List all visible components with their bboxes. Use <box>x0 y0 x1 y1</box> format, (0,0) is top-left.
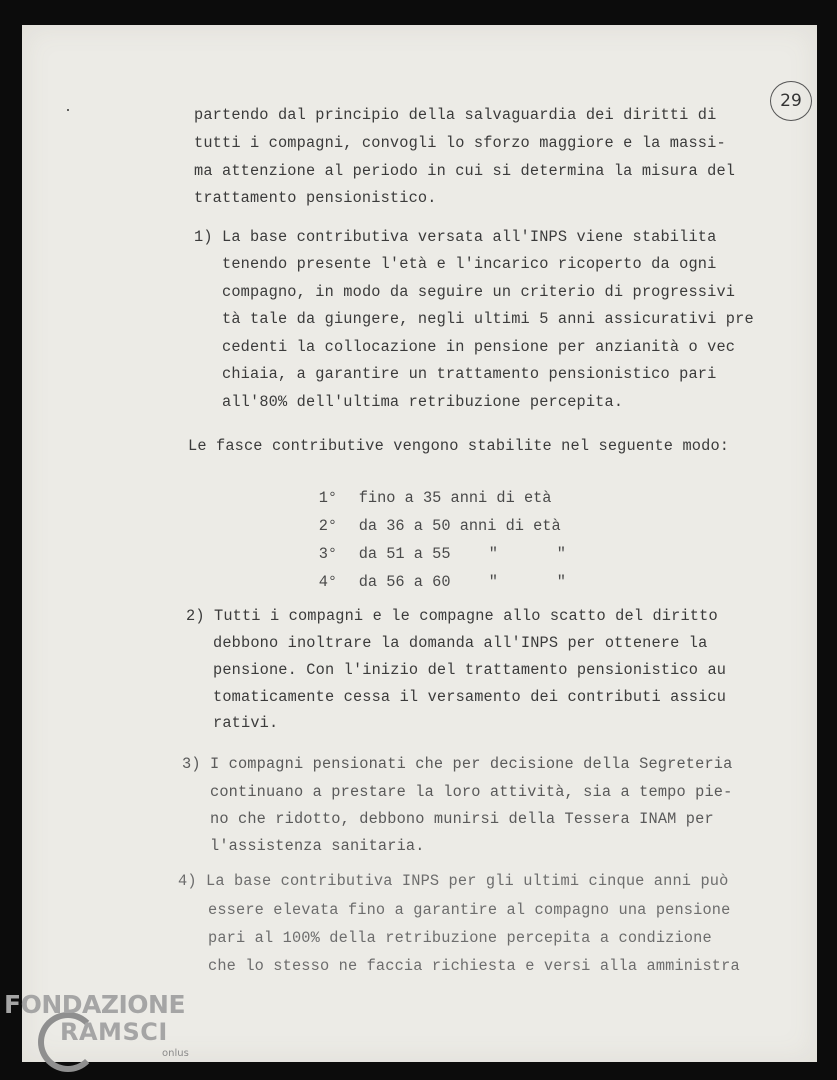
item-4-line: pari al 100% della retribuzione percepita a condizione <box>208 929 712 947</box>
logo-line-2: RAMSCI <box>60 1018 168 1046</box>
text-line: tutti i compagni, convogli lo sforzo maggiore e la massi- <box>194 134 726 152</box>
item-3-line: l'assistenza sanitaria. <box>210 837 425 855</box>
band-ordinal: 3° <box>318 545 338 563</box>
ditto-mark: " <box>488 545 498 563</box>
text-line: trattamento pensionistico. <box>194 189 437 207</box>
band-desc: da 36 a 50 anni di età <box>358 517 561 535</box>
item-1-line: cedenti la collocazione in pensione per anzianità o vec <box>222 338 736 356</box>
band-desc: da 51 a 55 <box>358 545 451 563</box>
band-ordinal: 4° <box>318 573 338 591</box>
item-1-line: tà tale da giungere, negli ultimi 5 anni assicurativi pre <box>222 310 754 328</box>
band-desc: da 56 a 60 <box>358 573 451 591</box>
band-ordinal: 1° <box>318 489 338 507</box>
band-row <box>282 555 566 609</box>
item-2-line: debbono inoltrare la domanda all'INPS per ottenere la <box>213 634 708 652</box>
item-1-line: compagno, in modo da seguire un criterio di progressivi <box>222 283 736 301</box>
ditto-mark: " <box>556 545 566 563</box>
item-3-line: no che ridotto, debbono munirsi della Tessera INAM per <box>210 810 714 828</box>
band-ordinal: 2° <box>318 517 338 535</box>
item-2-line: rativi. <box>213 714 279 732</box>
logo-line-3: onlus <box>162 1048 189 1059</box>
document-page <box>22 25 817 1062</box>
item-2-line: pensione. Con l'inizio del trattamento pensionistico au <box>213 661 727 679</box>
ditto-mark: " <box>488 573 498 591</box>
bands-intro: Le fasce contributive vengono stabilite nel seguente modo: <box>188 437 730 455</box>
page-number: 29 <box>770 81 812 121</box>
item-1-line: 1) La base contributiva versata all'INPS viene stabilita <box>194 228 717 246</box>
item-2-line: 2) Tutti i compagni e le compagne allo scatto del diritto <box>186 607 718 625</box>
item-2-line: tomaticamente cessa il versamento dei contributi assicu <box>213 688 727 706</box>
item-1-line: all'80% dell'ultima retribuzione percepita. <box>222 393 624 411</box>
item-3-line: continuano a prestare la loro attività, sia a tempo pie- <box>210 783 733 801</box>
stray-mark <box>67 109 69 111</box>
item-1-line: chiaia, a garantire un trattamento pensionistico pari <box>222 365 717 383</box>
logo-line-1: FONDAZIONE <box>4 990 186 1019</box>
band-desc: fino a 35 anni di età <box>358 489 552 507</box>
text-line: ma attenzione al periodo in cui si determina la misura del <box>194 162 736 180</box>
fondazione-gramsci-logo <box>4 990 204 1080</box>
item-4-line: essere elevata fino a garantire al compagno una pensione <box>208 901 731 919</box>
item-3-line: 3) I compagni pensionati che per decisione della Segreteria <box>182 755 733 773</box>
ditto-mark: " <box>556 573 566 591</box>
item-4-line: 4) La base contributiva INPS per gli ultimi cinque anni può <box>178 872 729 890</box>
text-line: partendo dal principio della salvaguardia dei diritti di <box>194 106 717 124</box>
item-4-line: che lo stesso ne faccia richiesta e versi alla amministra <box>208 957 740 975</box>
item-1-line: tenendo presente l'età e l'incarico ricoperto da ogni <box>222 255 717 273</box>
